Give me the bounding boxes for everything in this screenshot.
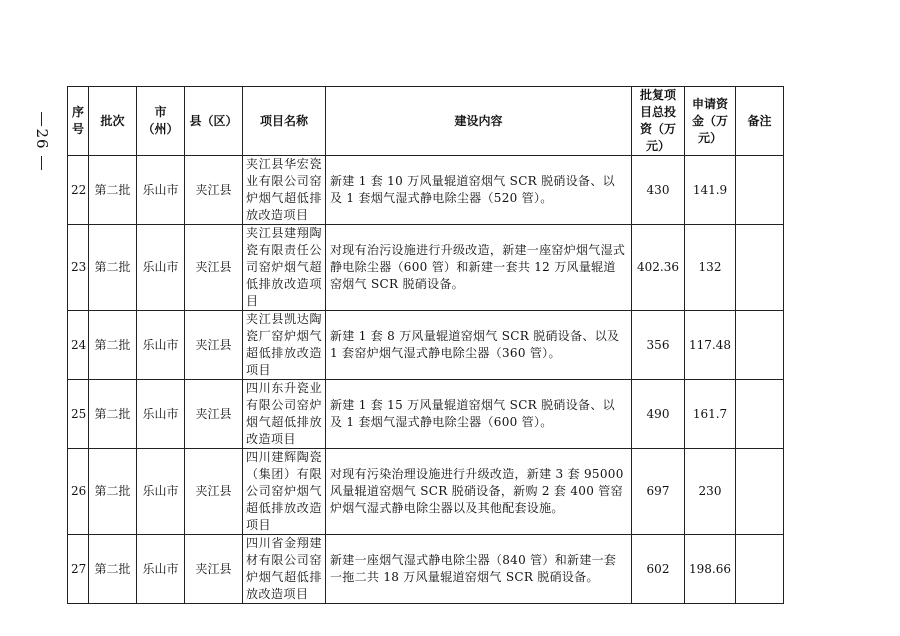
header-remarks: 备注 <box>736 87 784 156</box>
cell-city: 乐山市 <box>137 535 185 604</box>
header-seq: 序号 <box>68 87 89 156</box>
table-header-row <box>68 87 784 156</box>
header-approved-investment: 批复项目总投资（万元） <box>632 87 685 156</box>
cell-project-name: 夹江县华宏瓷业有限公司窑炉烟气超低排放改造项目 <box>243 156 326 225</box>
cell-batch: 第二批 <box>89 380 137 449</box>
cell-batch: 第二批 <box>89 449 137 535</box>
table-row <box>68 311 784 380</box>
cell-approved-investment: 697 <box>632 449 685 535</box>
cell-requested-funds: 141.9 <box>685 156 736 225</box>
header-requested-funds: 申请资金（万元） <box>685 87 736 156</box>
cell-content: 对现有污染治理设施进行升级改造，新建 3 套 95000 风量辊道窑烟气 SCR 脱硝设备，新购 2 套 400 管窑炉烟气湿式静电除尘器以及其他配套设施。 <box>326 449 632 535</box>
cell-seq: 27 <box>68 535 89 604</box>
cell-batch: 第二批 <box>89 225 137 311</box>
cell-county: 夹江县 <box>185 449 243 535</box>
header-county: 县（区） <box>185 87 243 156</box>
cell-content: 新建一座烟气湿式静电除尘器（840 管）和新建一套一拖二共 18 万风量辊道窑烟气 SCR 脱硝设备。 <box>326 535 632 604</box>
cell-requested-funds: 117.48 <box>685 311 736 380</box>
cell-approved-investment: 430 <box>632 156 685 225</box>
cell-county: 夹江县 <box>185 380 243 449</box>
cell-remarks <box>736 311 784 380</box>
cell-project-name: 四川省金翔建材有限公司窑炉烟气超低排放改造项目 <box>243 535 326 604</box>
cell-remarks <box>736 156 784 225</box>
cell-project-name: 夹江县建翔陶瓷有限责任公司窑炉烟气超低排放改造项目 <box>243 225 326 311</box>
cell-seq: 24 <box>68 311 89 380</box>
project-table <box>67 86 784 604</box>
cell-requested-funds: 198.66 <box>685 535 736 604</box>
header-project-name: 项目名称 <box>243 87 326 156</box>
cell-seq: 23 <box>68 225 89 311</box>
cell-city: 乐山市 <box>137 311 185 380</box>
header-batch: 批次 <box>89 87 137 156</box>
cell-batch: 第二批 <box>89 311 137 380</box>
cell-seq: 26 <box>68 449 89 535</box>
cell-county: 夹江县 <box>185 225 243 311</box>
cell-project-name: 四川东升瓷业有限公司窑炉烟气超低排放改造项目 <box>243 380 326 449</box>
cell-approved-investment: 356 <box>632 311 685 380</box>
table-row <box>68 225 784 311</box>
cell-batch: 第二批 <box>89 535 137 604</box>
cell-requested-funds: 230 <box>685 449 736 535</box>
cell-county: 夹江县 <box>185 156 243 225</box>
cell-remarks <box>736 535 784 604</box>
cell-approved-investment: 602 <box>632 535 685 604</box>
cell-seq: 22 <box>68 156 89 225</box>
cell-project-name: 夹江县凯达陶瓷厂窑炉烟气超低排放改造项目 <box>243 311 326 380</box>
cell-city: 乐山市 <box>137 449 185 535</box>
cell-content: 新建 1 套 15 万风量辊道窑烟气 SCR 脱硝设备、以及 1 套烟气湿式静电除尘器（600 管）。 <box>326 380 632 449</box>
cell-remarks <box>736 449 784 535</box>
cell-approved-investment: 402.36 <box>632 225 685 311</box>
table-row <box>68 449 784 535</box>
cell-requested-funds: 161.7 <box>685 380 736 449</box>
cell-city: 乐山市 <box>137 225 185 311</box>
cell-content: 新建 1 套 8 万风量辊道窑烟气 SCR 脱硝设备、以及 1 套窑炉烟气湿式静电除尘器（360 管）。 <box>326 311 632 380</box>
page-number-dash-bottom <box>41 156 42 170</box>
cell-county: 夹江县 <box>185 311 243 380</box>
cell-content: 新建 1 套 10 万风量辊道窑烟气 SCR 脱硝设备、以及 1 套烟气湿式静电除尘器（520 管）。 <box>326 156 632 225</box>
page-number-text: 26 <box>33 128 51 150</box>
cell-city: 乐山市 <box>137 156 185 225</box>
cell-requested-funds: 132 <box>685 225 736 311</box>
cell-remarks <box>736 380 784 449</box>
cell-seq: 25 <box>68 380 89 449</box>
cell-batch: 第二批 <box>89 156 137 225</box>
cell-project-name: 四川建辉陶瓷（集团）有限公司窑炉烟气超低排放改造项目 <box>243 449 326 535</box>
page-number <box>30 112 54 168</box>
cell-content: 对现有治污设施进行升级改造，新建一座窑炉烟气湿式静电除尘器（600 管）和新建一套共 12 万风量辊道窑烟气 SCR 脱硝设备。 <box>326 225 632 311</box>
cell-city: 乐山市 <box>137 380 185 449</box>
table-row <box>68 535 784 604</box>
table-row <box>68 380 784 449</box>
header-city: 市（州） <box>137 87 185 156</box>
cell-county: 夹江县 <box>185 535 243 604</box>
header-content: 建设内容 <box>326 87 632 156</box>
table-row <box>68 156 784 225</box>
cell-remarks <box>736 225 784 311</box>
cell-approved-investment: 490 <box>632 380 685 449</box>
